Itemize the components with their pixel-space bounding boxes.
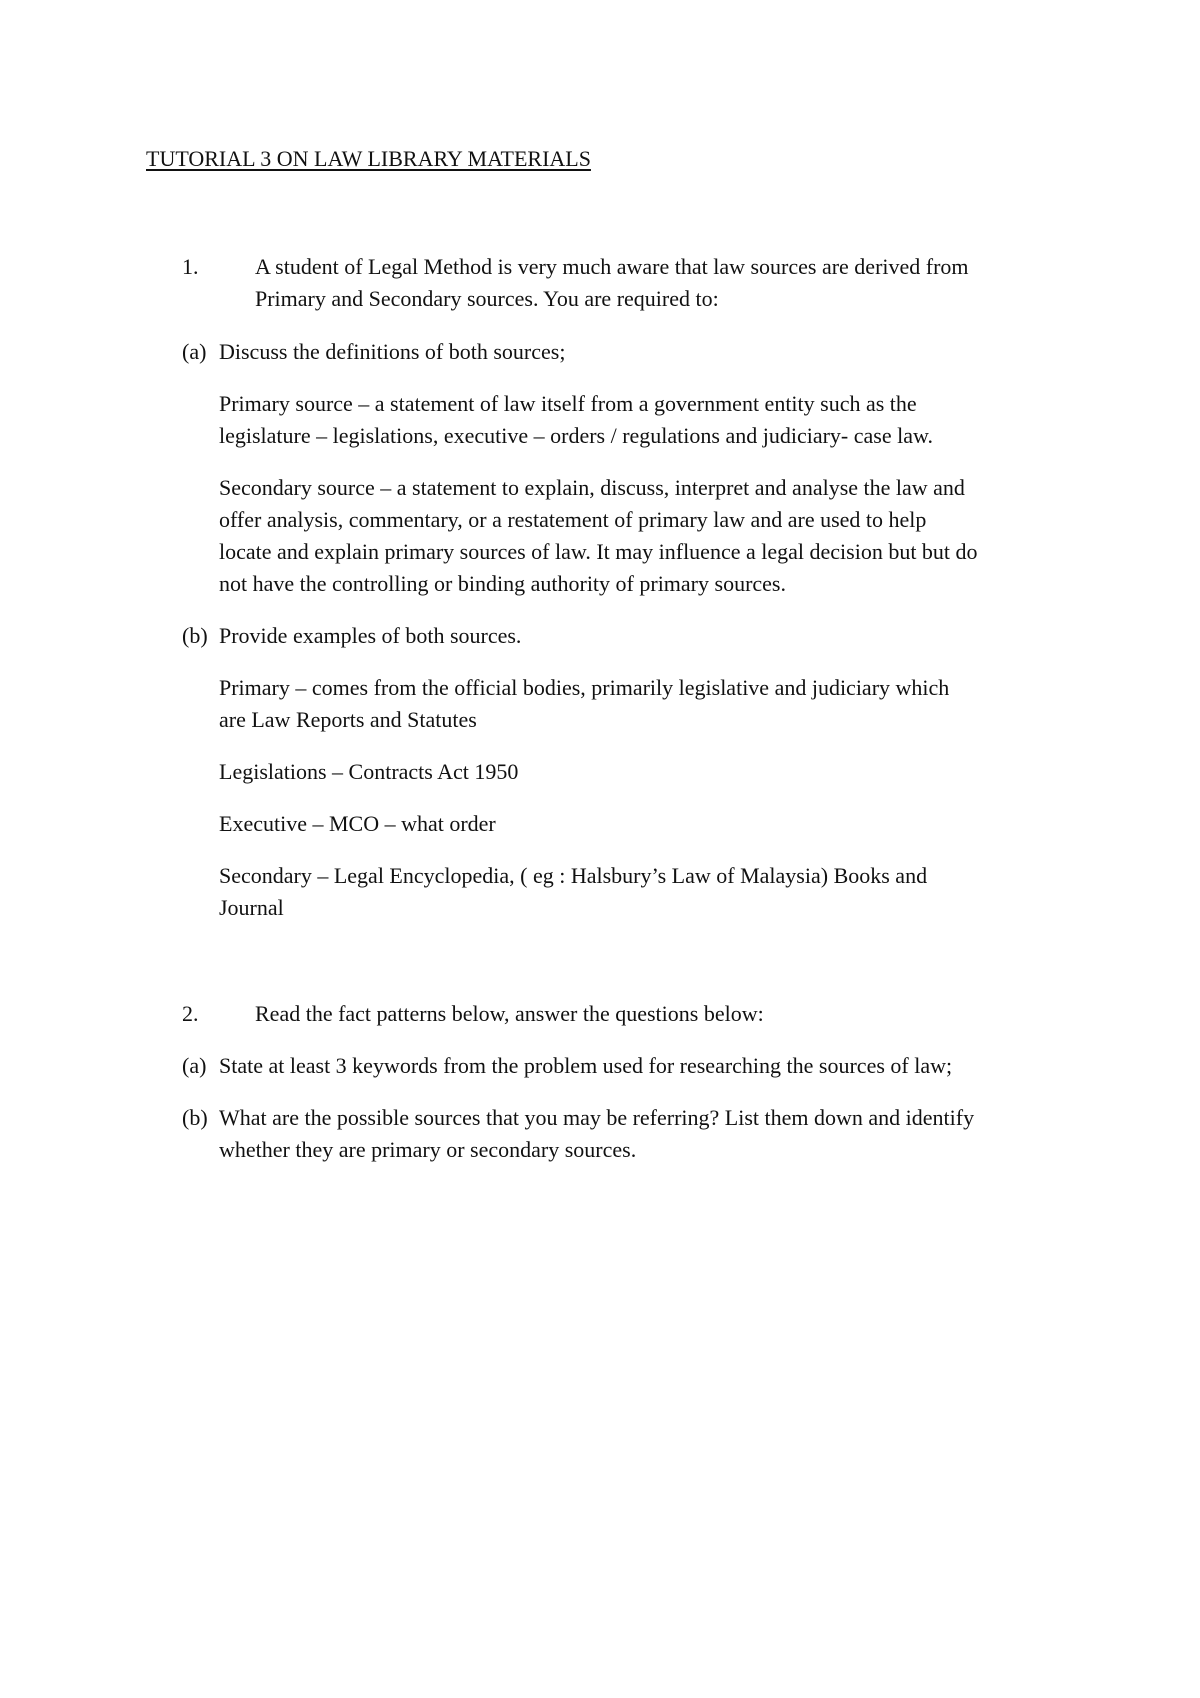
answer-a-secondary-line-4: not have the controlling or binding authority of primary sources. [219,571,786,596]
answer-b-legislations [219,756,1069,788]
answer-a-secondary [219,472,1069,600]
document-title: TUTORIAL 3 ON LAW LIBRARY MATERIALS [146,146,591,171]
question-1-part-b-text: Provide examples of both sources. [219,623,522,648]
question-1-line-1: A student of Legal Method is very much aware that law sources are derived from [255,254,969,279]
question-1-part-b-label: (b) [182,623,208,648]
question-2-part-b-label: (b) [182,1105,208,1130]
answer-b-secondary-line-2: Journal [219,895,284,920]
question-1 [0,251,1200,321]
question-1-text [255,251,1075,315]
answer-b-secondary-line-1: Secondary – Legal Encyclopedia, ( eg : Halsbury’s Law of Malaysia) Books and [219,863,928,888]
question-2-part-b-line-2: whether they are primary or secondary sources. [219,1137,637,1162]
answer-b-primary-line-1: Primary – comes from the official bodies, primarily legislative and judiciary which [219,675,950,700]
answer-b-legislations-text: Legislations – Contracts Act 1950 [219,759,519,784]
question-1-line-2: Primary and Secondary sources. You are required to: [255,286,719,311]
answer-a-primary-line-1: Primary source – a statement of law itself from a government entity such as the [219,391,917,416]
answer-b-executive-text: Executive – MCO – what order [219,811,496,836]
question-2 [0,998,1200,1032]
question-2-part-a-text: State at least 3 keywords from the problem used for researching the sources of law; [219,1053,953,1078]
question-2-text: Read the fact patterns below, answer the questions below: [255,1001,764,1026]
question-1-number: 1. [182,254,199,279]
answer-a-secondary-line-3: locate and explain primary sources of law. It may influence a legal decision but but do [219,539,978,564]
answer-a-primary [219,388,1069,452]
answer-b-executive [219,808,1069,840]
question-1-part-a-label: (a) [182,339,207,364]
question-2-part-b-line-1: What are the possible sources that you may be referring? List them down and identify [219,1105,975,1130]
answer-a-secondary-line-2: offer analysis, commentary, or a restatement of primary law and are used to help [219,507,927,532]
question-2-number: 2. [182,1001,199,1026]
answer-b-primary [219,672,1069,736]
answer-a-primary-line-2: legislature – legislations, executive – orders / regulations and judiciary- case law. [219,423,933,448]
question-2-part-b-text [219,1102,1084,1166]
answer-b-primary-line-2: are Law Reports and Statutes [219,707,477,732]
answer-b-secondary [219,860,1069,924]
question-2-part-a-label: (a) [182,1053,207,1078]
question-1-part-a-text: Discuss the definitions of both sources; [219,339,566,364]
answer-a-secondary-line-1: Secondary source – a statement to explain, discuss, interpret and analyse the law and [219,475,965,500]
